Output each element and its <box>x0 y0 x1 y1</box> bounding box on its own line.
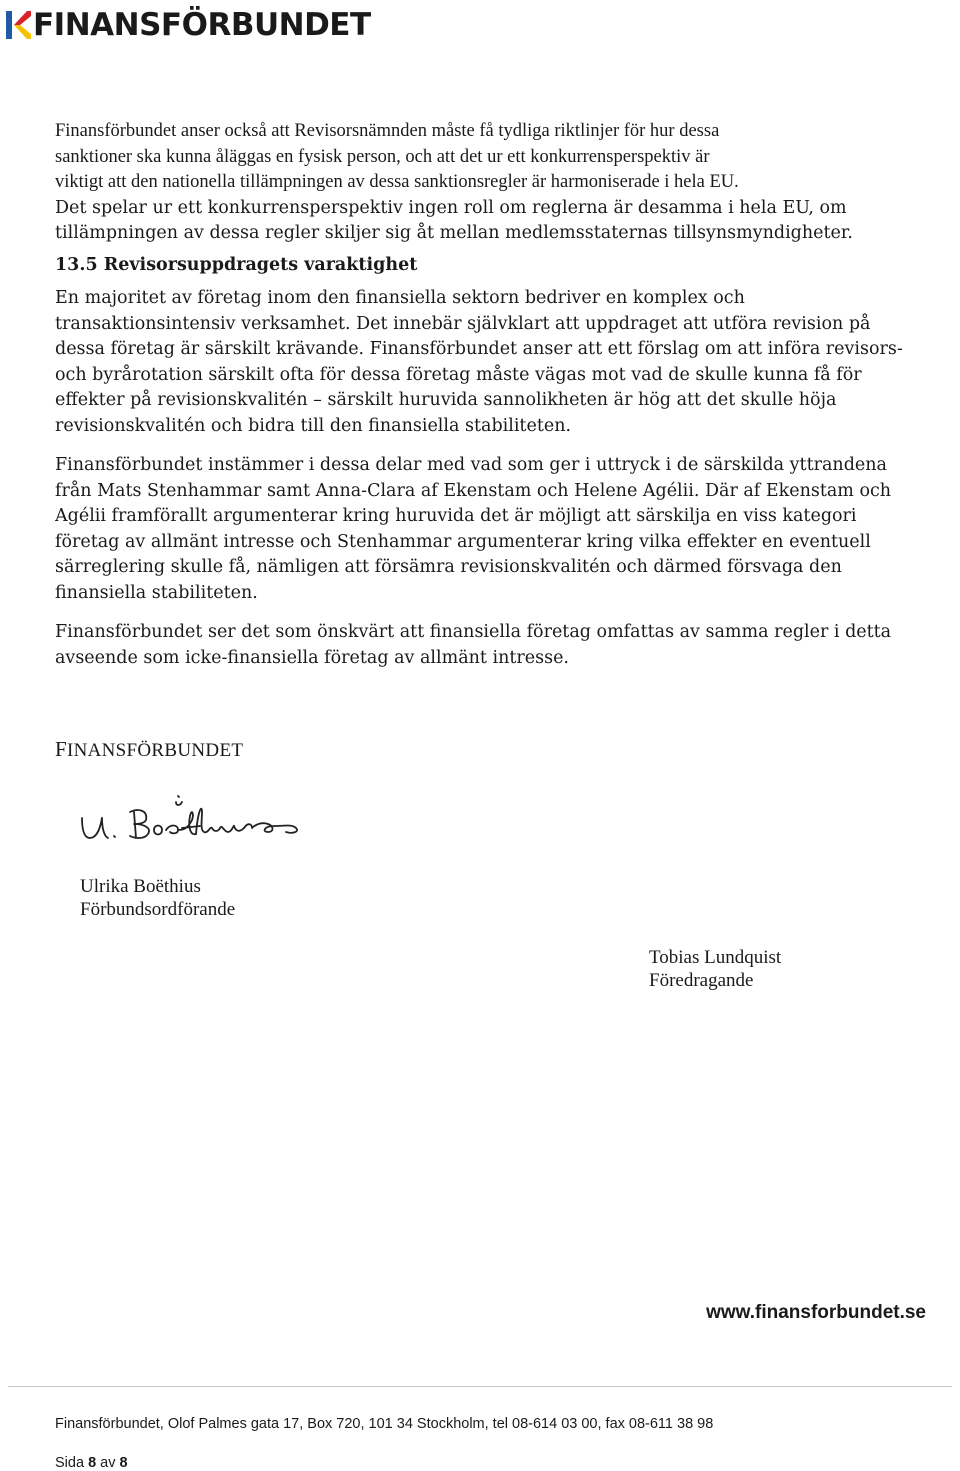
handwritten-signature <box>78 790 328 854</box>
paragraph-line: finansiella stabiliteten. <box>55 582 258 603</box>
signer-2 <box>649 946 781 992</box>
paragraph-line: Finansförbundet anser också att Revisorsnämnden måste få tydliga riktlinjer för hur dessa <box>55 121 720 141</box>
signer-1-name: Ulrika Boëthius <box>80 876 201 897</box>
signer-2-title: Föredragande <box>649 970 754 991</box>
paragraph-line: Finansförbundet ser det som önskvärt att finansiella företag omfattas av samma regler i detta <box>55 622 892 642</box>
paragraph-3 <box>55 453 915 606</box>
website-link[interactable]: www.finansforbundet.se <box>706 1302 926 1323</box>
page-total: 8 <box>119 1455 128 1471</box>
paragraph-line: viktigt att den nationella tillämpningen av dessa sanktionsregler är harmoniserade i hela EU. <box>55 172 739 192</box>
header-logo <box>5 8 371 42</box>
paragraph-1 <box>55 119 915 196</box>
paragraph-line: sanktioner ska kunna åläggas en fysisk person, och att det ur ett konkurrensperspektiv är <box>55 146 710 167</box>
section-heading: 13.5 Revisorsuppdragets varaktighet <box>55 254 418 275</box>
footer-address: Finansförbundet, Olof Palmes gata 17, Box 720, 101 34 Stockholm, tel 08-614 03 00, fax 08-611 38 98 <box>55 1416 714 1432</box>
paragraph-line: från Mats Stenhammar samt Anna-Clara af Ekenstam och Helene Agélii. Där af Ekenstam och <box>55 480 892 501</box>
paragraph-line: Finansförbundet instämmer i dessa delar med vad som ger i uttryck i de särskilda yttrandena <box>55 455 887 475</box>
footer-divider <box>8 1386 952 1387</box>
paragraph-line: effekter på revisionskvalitén – särskilt huruvida sannolikheten är hög att det skulle höja <box>55 390 837 410</box>
paragraph-2 <box>55 286 915 439</box>
page-number <box>55 1455 128 1471</box>
paragraph-1b <box>55 196 915 247</box>
page-current: 8 <box>88 1455 97 1471</box>
paragraph-4 <box>55 620 915 671</box>
paragraph-line: Agélii framförallt argumenterar kring huruvida det är möjligt att särskilja en viss kategori <box>55 506 857 526</box>
page-prefix: Sida <box>55 1455 85 1471</box>
letter-body <box>55 119 915 671</box>
signer-1-title: Förbundsordförande <box>80 899 236 920</box>
paragraph-line: avseende som icke-finansiella företag av allmänt intresse. <box>55 647 569 668</box>
signer-1 <box>80 875 235 921</box>
logo-text: FINANSFÖRBUNDET <box>33 7 371 43</box>
org-name-rest: INANSFÖRBUNDET <box>66 740 244 761</box>
paragraph-line: tillämpningen av dessa regler skiljer sig åt mellan medlemsstaternas tillsynsmyndigheter. <box>55 223 853 243</box>
paragraph-line: Det spelar ur ett konkurrensperspektiv ingen roll om reglerna är desamma i hela EU, om <box>55 197 847 218</box>
signer-2-name: Tobias Lundquist <box>649 947 782 968</box>
paragraph-line: transaktionsintensiv verksamhet. Det innebär självklart att uppdraget att utföra revision på <box>55 313 871 334</box>
paragraph-line: särreglering skulle få, nämligen att försämra revisionskvalitén och därmed försvaga den <box>55 557 842 577</box>
paragraph-line: och byrårotation särskilt ofta för dessa företag måste vägas mot vad de skulle kunna få för <box>55 364 862 385</box>
paragraph-line: En majoritet av företag inom den finansiella sektorn bedriver en komplex och <box>55 288 745 308</box>
org-initial: F <box>55 737 67 761</box>
paragraph-line: företag av allmänt intresse och Stenhammar argumenterar kring vilka effekter en eventuell <box>55 531 871 552</box>
paragraph-line: revisionskvalitén och bidra till den finansiella stabiliteten. <box>55 415 572 436</box>
page-sep: av <box>100 1455 116 1471</box>
organization-signoff <box>55 737 243 762</box>
paragraph-line: dessa företag är särskilt krävande. Finansförbundet anser att ett förslag om att införa revisors- <box>55 339 903 359</box>
finansforbundet-logo-mark-icon <box>5 8 31 42</box>
